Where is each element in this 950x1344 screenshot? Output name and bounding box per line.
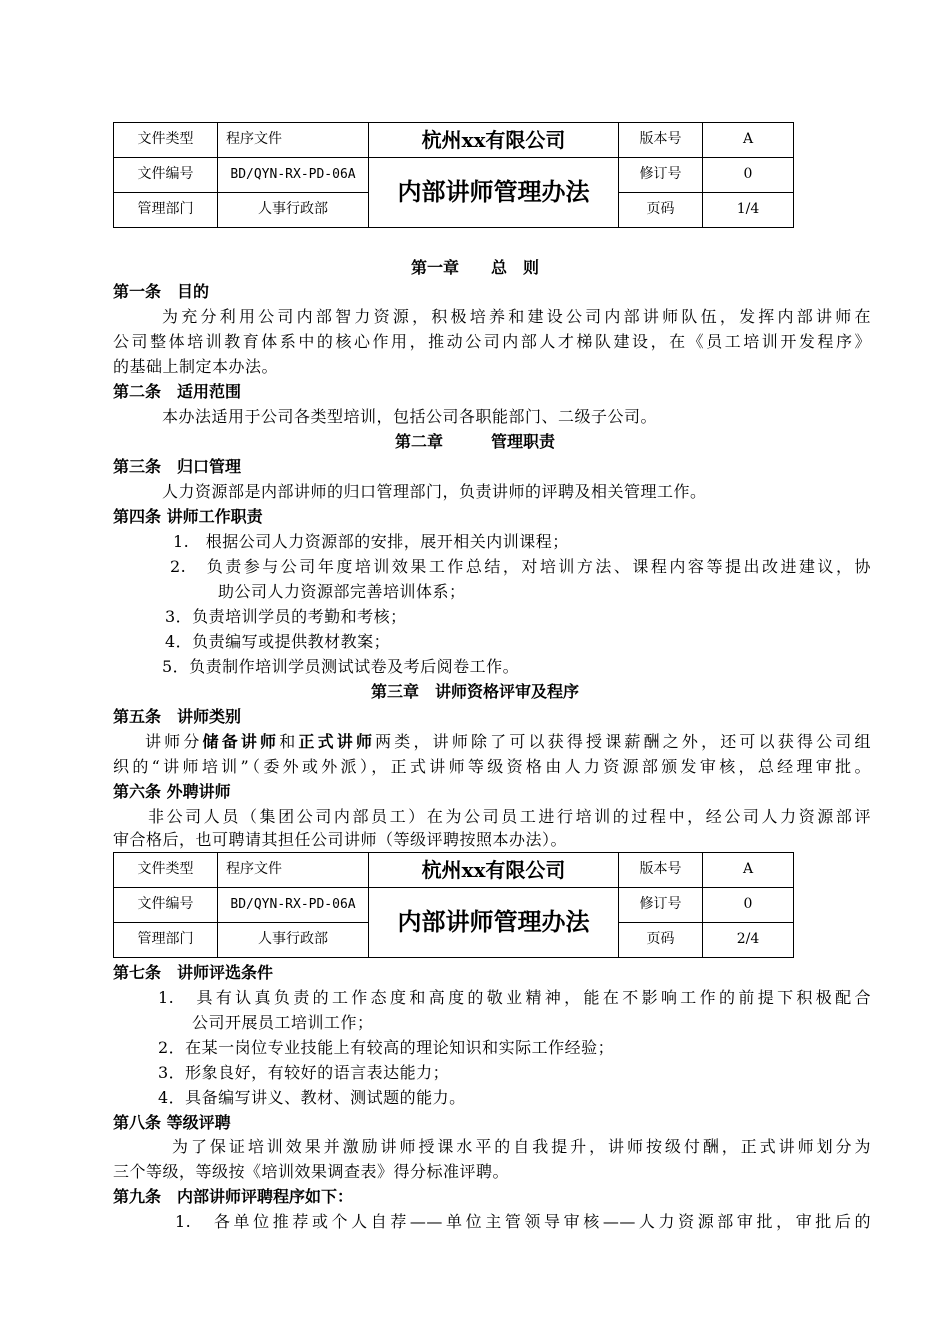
chapter-heading: 第二章 管理职责 (394, 432, 555, 451)
company-name: 杭州xx有限公司 (369, 853, 619, 888)
list-item: 3．负责培训学员的考勤和考核； (165, 607, 407, 626)
paragraph-line: 三个等级，等级按《培训效果调查表》得分标准评聘。 (113, 1162, 510, 1181)
doc-number-label: 文件编号 (114, 888, 218, 923)
list-item: 1. 根据公司人力资源部的安排，展开相关内训课程； (173, 532, 569, 551)
list-item: 4．负责编写或提供教材教案； (165, 632, 391, 651)
doc-type-label: 文件类型 (114, 123, 218, 158)
article-heading: 第八条 等级评聘 (113, 1113, 231, 1132)
list-item: 3．形象良好，有较好的语言表达能力； (158, 1063, 450, 1082)
doc-number-label: 文件编号 (114, 158, 218, 193)
paragraph-line: 为了保证培训效果并激励讲师授课水平的自我提升，讲师按级付酬，正式讲师划分为 (172, 1137, 871, 1156)
revision-label: 修订号 (619, 158, 703, 193)
document-title: 内部讲师管理办法 (369, 888, 619, 958)
paragraph-line: 人力资源部是内部讲师的归口管理部门，负责讲师的评聘及相关管理工作。 (162, 482, 707, 501)
chapter-heading: 第三章 讲师资格评审及程序 (370, 682, 579, 701)
article-heading: 第五条 讲师类别 (113, 707, 242, 726)
paragraph-line (145, 731, 871, 753)
article-heading: 第二条 适用范围 (113, 382, 242, 401)
document-header-table (113, 122, 794, 228)
list-item: 2．在某一岗位专业技能上有较高的理论知识和实际工作经验； (158, 1038, 615, 1057)
department-value: 人事行政部 (218, 923, 369, 958)
page-label: 页码 (619, 923, 703, 958)
paragraph-line: 的基础上制定本办法。 (113, 357, 279, 376)
list-item: 1. 各单位推荐或个人自荐——单位主管领导审核——人力资源部审批，审批后的 (175, 1212, 871, 1231)
revision-value: 0 (703, 158, 794, 193)
list-item: 4．具备编写讲义、教材、测试题的能力。 (158, 1088, 466, 1107)
article-heading: 第四条 讲师工作职责 (113, 507, 263, 526)
emphasis-term: 储备讲师 (202, 732, 280, 751)
doc-number-value: BD/QYN-RX-PD-06A (218, 888, 369, 923)
page-number: 2/4 (703, 923, 794, 958)
article-heading: 第三条 归口管理 (113, 457, 242, 476)
article-heading: 第六条 外聘讲师 (113, 782, 231, 801)
document-title: 内部讲师管理办法 (369, 158, 619, 228)
department-label: 管理部门 (114, 923, 218, 958)
department-value: 人事行政部 (218, 193, 369, 228)
revision-value: 0 (703, 888, 794, 923)
doc-type-label: 文件类型 (114, 853, 218, 888)
company-name: 杭州xx有限公司 (369, 123, 619, 158)
emphasis-term: 正式讲师 (298, 732, 376, 751)
revision-label: 修订号 (619, 888, 703, 923)
list-item-continuation: 助公司人力资源部完善培训体系； (218, 582, 466, 601)
document-header-table (113, 852, 794, 958)
version-label: 版本号 (619, 123, 703, 158)
page-number: 1/4 (703, 193, 794, 228)
version-label: 版本号 (619, 853, 703, 888)
page-label: 页码 (619, 193, 703, 228)
paragraph-line: 为充分利用公司内部智力资源，积极培养和建设公司内部讲师队伍，发挥内部讲师在 (162, 307, 871, 326)
article-heading: 第九条 内部讲师评聘程序如下： (113, 1187, 354, 1206)
article-heading: 第一条 目的 (113, 282, 210, 301)
paragraph-line: 公司整体培训教育体系中的核心作用，推动公司内部人才梯队建设，在《员工培训开发程序》 (113, 332, 871, 351)
paragraph-line: 织的“讲师培训”（委外或外派），正式讲师等级资格由人力资源部颁发审核，总经理审批。 (113, 757, 871, 776)
list-item: 5．负责制作培训学员测试试卷及考后阅卷工作。 (162, 657, 520, 676)
paragraph-line: 审合格后，也可聘请其担任公司讲师（等级评聘按照本办法）。 (113, 830, 568, 849)
doc-number-value: BD/QYN-RX-PD-06A (218, 158, 369, 193)
department-label: 管理部门 (114, 193, 218, 228)
version-value: A (703, 853, 794, 888)
doc-type-value: 程序文件 (218, 853, 369, 888)
list-item-continuation: 公司开展员工培训工作； (192, 1013, 374, 1032)
doc-type-value: 程序文件 (218, 123, 369, 158)
list-item: 1. 具有认真负责的工作态度和高度的敬业精神，能在不影响工作的前提下积极配合 (158, 988, 871, 1007)
paragraph-line: 本办法适用于公司各类型培训，包括公司各职能部门、二级子公司。 (162, 407, 658, 426)
chapter-heading: 第一章 总 则 (410, 258, 539, 277)
article-heading: 第七条 讲师评选条件 (113, 963, 274, 982)
text-run: 讲师分 (145, 732, 203, 751)
list-item: 2. 负责参与公司年度培训效果工作总结，对培训方法、课程内容等提出改进建议，协 (170, 557, 871, 576)
text-run: 和 (279, 732, 299, 751)
text-run: 两类，讲师除了可以获得授课薪酬之外，还可以获得公司组 (375, 732, 871, 751)
paragraph-line: 非公司人员（集团公司内部员工）在为公司员工进行培训的过程中，经公司人力资源部评 (148, 807, 871, 826)
version-value: A (703, 123, 794, 158)
